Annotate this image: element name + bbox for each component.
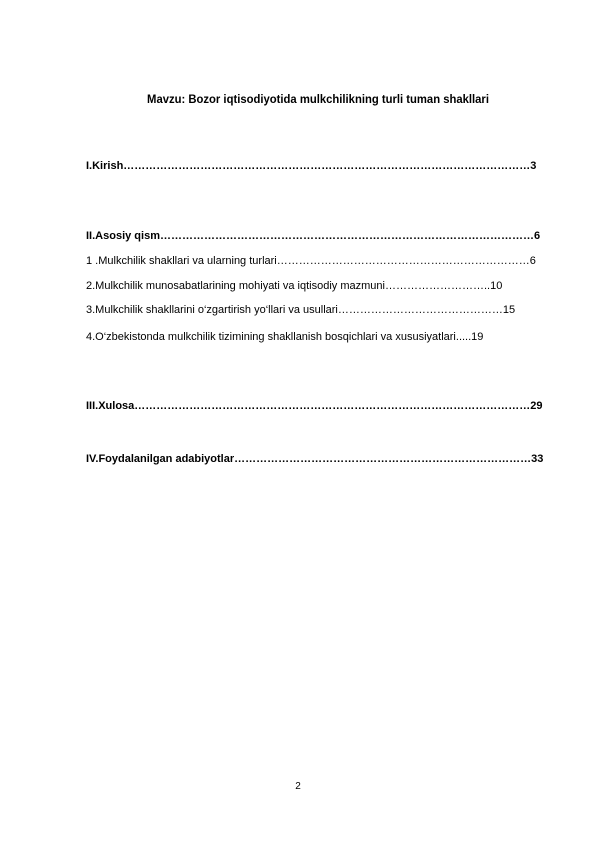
- toc-entry-label: III.Xulosa: [86, 400, 135, 412]
- document-title: Mavzu: Bozor iqtisodiyotida mulkchilikning turli tuman shakllari: [147, 94, 489, 106]
- toc-entry-label: 2.Mulkchilik munosabatlarining mohiyati va iqtisodiy mazmuni: [86, 280, 385, 292]
- toc-leader-dots: ………………………………………………………………………………………………: [134, 400, 531, 412]
- toc-entry-label: II.Asosiy qism: [86, 230, 160, 242]
- toc-page-number: 19: [471, 331, 484, 343]
- toc-page-number: 6: [533, 230, 541, 242]
- toc-entry-label: 1 .Mulkchilik shakllari va ularning turlari: [86, 255, 277, 267]
- toc-entry-label: 3.Mulkchilik shakllarini o‘zgartirish yo‘llari va usullari: [86, 304, 338, 316]
- toc-page-number: 6: [529, 255, 536, 267]
- toc-leader-dots: ………………………..: [384, 280, 491, 292]
- toc-leader-dots: .....: [455, 331, 472, 343]
- toc-leader-dots: ………………………………………………………………………: [234, 453, 532, 465]
- toc-entry-item-1: [86, 254, 536, 268]
- toc-entry-label: IV.Foydalanilgan adabiyotlar: [86, 453, 235, 465]
- toc-entry-item-2: [86, 279, 502, 293]
- toc-page-number: 33: [531, 453, 544, 465]
- toc-entry-xulosa: [86, 399, 543, 413]
- toc-leader-dots: ………………………………………: [337, 304, 503, 316]
- toc-page-number: 3: [530, 160, 537, 172]
- toc-page-number: 29: [530, 400, 543, 412]
- toc-entry-adabiyotlar: [86, 452, 543, 466]
- toc-leader-dots: ……………………………………………………………: [276, 255, 530, 267]
- toc-entry-kirish: [86, 159, 536, 173]
- toc-entry-item-4: [86, 330, 483, 344]
- toc-page-number: 15: [502, 304, 516, 316]
- toc-leader-dots: …………………………………………………………………………………………: [159, 230, 534, 242]
- toc-page-number: 10: [490, 280, 503, 292]
- toc-entry-label: I.Kirish: [86, 160, 124, 172]
- toc-leader-dots: …………………………………………………………………………………………………: [123, 160, 531, 172]
- toc-entry-label: 4.O‘zbekistonda mulkchilik tizimining shakllanish bosqichlari va xususiyatlari: [86, 331, 456, 343]
- toc-entry-asosiy-qism: [86, 229, 540, 243]
- toc-entry-item-3: [86, 303, 515, 317]
- page-number: 2: [295, 781, 301, 792]
